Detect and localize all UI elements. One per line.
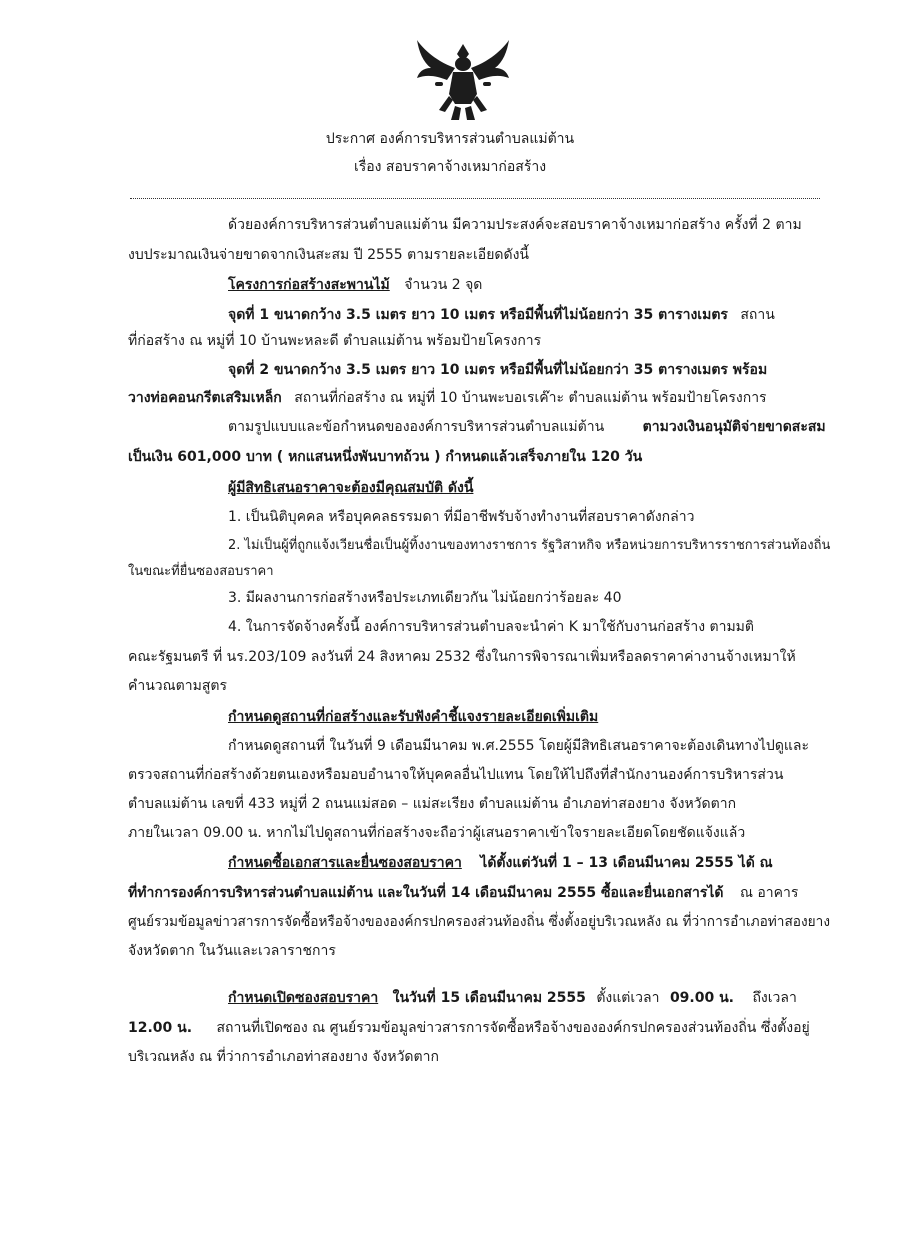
qualification-item-2-line-1: 2. ไม่เป็นผู้ที่ถูกแจ้งเวียนชื่อเป็นผู้ทิ้งงานของทางราชการ รัฐวิสาหกิจ หรือหน่วยการบริหารราชการส่วนท้องถิ่น bbox=[228, 538, 831, 553]
point-2-line-1: จุดที่ 2 ขนาดกว้าง 3.5 เมตร ยาว 10 เมตร หรือมีพื้นที่ไม่น้อยกว่า 35 ตารางเมตร พร้อม bbox=[228, 362, 768, 378]
intro-line-1 bbox=[228, 215, 828, 235]
opening-title: กำหนดเปิดซองสอบราคา bbox=[228, 990, 379, 1006]
purchase-title: กำหนดซื้อเอกสารและยื่นซองสอบราคา bbox=[228, 855, 462, 871]
point-2-location: สถานที่ก่อสร้าง ณ หมู่ที่ 10 บ้านพะบอเรเค๊าะ ตำบลแม่ต้าน พร้อมป้ายโครงการ bbox=[294, 390, 767, 406]
point-2-line-2 bbox=[128, 388, 767, 408]
purchase-line-4: จังหวัดตาก ในวันและเวลาราชการ bbox=[128, 943, 336, 959]
purchase-place: ที่ทำการองค์การบริหารส่วนตำบลแม่ต้าน และในวันที่ 14 เดือนมีนาคม 2555 ซื้อและยื่นเอกสารได้ bbox=[128, 885, 724, 901]
point-1-line-2: ที่ก่อสร้าง ณ หมู่ที่ 10 บ้านพะหละดี ตำบลแม่ต้าน พร้อมป้ายโครงการ bbox=[128, 333, 542, 349]
intro-text-1: ด้วยองค์การบริหารส่วนตำบลแม่ต้าน มีความประสงค์จะสอบราคาจ้างเหมาก่อสร้าง ครั้งที่ 2 ตาม bbox=[228, 217, 802, 233]
site-visit-line-4: ภายในเวลา 09.00 น. หากไม่ไปดูสถานที่ก่อสร้างจะถือว่าผู้เสนอราคาเข้าใจรายละเอียดโดยชัดแจ้งแล้ว bbox=[128, 825, 746, 841]
opening-line-2 bbox=[128, 1018, 810, 1038]
opening-end-time: 12.00 น. bbox=[128, 1020, 193, 1036]
opening-line-3: บริเวณหลัง ณ ที่ว่าการอำเภอท่าสองยาง จังหวัดตาก bbox=[128, 1049, 439, 1065]
point-2-pipe: วางท่อคอนกรีตเสริมเหล็ก bbox=[128, 390, 282, 406]
site-visit-line-1: กำหนดดูสถานที่ ในวันที่ 9 เดือนมีนาคม พ.ศ.2555 โดยผู้มีสิทธิเสนอราคาจะต้องเดินทางไปดูและ bbox=[228, 738, 810, 754]
garuda-emblem-icon bbox=[413, 38, 513, 124]
opening-place: สถานที่เปิดซอง ณ ศูนย์รวมข้อมูลข่าวสารการจัดซื้อหรือจ้างขององค์กรปกครองส่วนท้องถิ่น ซึ่งตั้งอยู่ bbox=[216, 1020, 810, 1036]
purchase-line-3: ศูนย์รวมข้อมูลข่าวสารการจัดซื้อหรือจ้างขององค์กรปกครองส่วนท้องถิ่น ซึ่งตั้งอยู่บริเวณหลัง ณ ที่ว่าการอำเภอท่าสองยาง bbox=[128, 914, 830, 930]
qualification-item-4-line-3: คำนวณตามสูตร bbox=[128, 678, 227, 694]
announcement-title: ประกาศ องค์การบริหารส่วนตำบลแม่ต้าน bbox=[325, 131, 575, 147]
qualification-item-1: 1. เป็นนิติบุคคล หรือบุคคลธรรมดา ที่มีอาชีพรับจ้างทำงานที่สอบราคาดังกล่าว bbox=[228, 509, 695, 525]
purchase-line-2 bbox=[128, 883, 798, 903]
purchase-line-1 bbox=[228, 853, 773, 873]
budget-approval: ตามวงเงินอนุมัติจ่ายขาดสะสม bbox=[642, 419, 826, 435]
opening-start-time: 09.00 น. bbox=[669, 990, 734, 1006]
project-count: จำนวน 2 จุด bbox=[404, 277, 483, 293]
qualifications-title: ผู้มีสิทธิเสนอราคาจะต้องมีคุณสมบัติ ดังนี้ bbox=[228, 480, 474, 496]
point-1-rest: สถาน bbox=[740, 307, 775, 323]
qualification-item-4-line-2: คณะรัฐมนตรี ที่ นร.203/109 ลงวันที่ 24 สิงหาคม 2532 ซึ่งในการพิจารณาเพิ่มหรือลดราคาค่างานจ้างเหมาให้ bbox=[128, 649, 796, 665]
opening-line-1 bbox=[228, 988, 797, 1008]
qualification-item-3: 3. มีผลงานการก่อสร้างหรือประเภทเดียวกัน ไม่น้อยกว่าร้อยละ 40 bbox=[228, 590, 622, 606]
purchase-building: ณ อาคาร bbox=[739, 885, 799, 901]
divider bbox=[130, 198, 820, 199]
site-visit-title: กำหนดดูสถานที่ก่อสร้างและรับฟังคำชี้แจงรายละเอียดเพิ่มเติม bbox=[228, 709, 599, 725]
purchase-dates: ได้ตั้งแต่วันที่ 1 – 13 เดือนมีนาคม 2555 ได้ ณ bbox=[480, 855, 773, 871]
point-1-spec: จุดที่ 1 ขนาดกว้าง 3.5 เมตร ยาว 10 เมตร หรือมีพื้นที่ไม่น้อยกว่า 35 ตารางเมตร bbox=[228, 307, 728, 323]
project-line bbox=[228, 275, 482, 295]
qualification-item-4-line-1: 4. ในการจัดจ้างครั้งนี้ องค์การบริหารส่วนตำบลจะนำค่า K มาใช้กับงานก่อสร้าง ตามมติ bbox=[228, 619, 755, 635]
opening-from: ตั้งแต่เวลา bbox=[596, 990, 660, 1006]
opening-until: ถึงเวลา bbox=[752, 990, 797, 1006]
opening-date: ในวันที่ 15 เดือนมีนาคม 2555 bbox=[392, 990, 586, 1006]
point-1-line-1 bbox=[228, 305, 775, 325]
qualification-item-2-line-2: ในขณะที่ยื่นซองสอบราคา bbox=[128, 564, 274, 579]
announcement-subject: เรื่อง สอบราคาจ้างเหมาก่อสร้าง bbox=[353, 159, 547, 175]
budget-line-2: เป็นเงิน 601,000 บาท ( หกแสนหนึ่งพันบาทถ้วน ) กำหนดแล้วเสร็จภายใน 120 วัน bbox=[128, 449, 643, 465]
site-visit-line-2: ตรวจสถานที่ก่อสร้างด้วยตนเองหรือมอบอำนาจให้บุคคลอื่นไปแทน โดยให้ไปถึงที่สำนักงานองค์การบริหารส่วน bbox=[128, 767, 784, 783]
project-title: โครงการก่อสร้างสะพานไม้ bbox=[228, 277, 390, 293]
budget-line-1 bbox=[228, 417, 826, 437]
budget-spec: ตามรูปแบบและข้อกำหนดขององค์การบริหารส่วนตำบลแม่ต้าน bbox=[228, 419, 605, 435]
site-visit-line-3: ตำบลแม่ต้าน เลขที่ 433 หมู่ที่ 2 ถนนแม่สอด – แม่สะเรียง ตำบลแม่ต้าน อำเภอท่าสองยาง จังหวัดตาก bbox=[128, 796, 737, 812]
intro-line-2: งบประมาณเงินจ่ายขาดจากเงินสะสม ปี 2555 ตามรายละเอียดดังนี้ bbox=[128, 247, 529, 263]
